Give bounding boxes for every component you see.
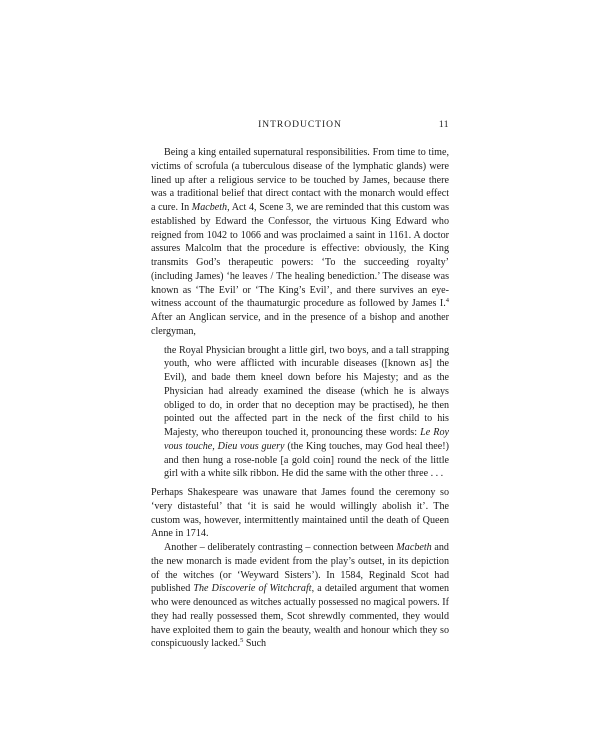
footnote-ref: 5 <box>240 637 244 645</box>
quote-italic: Le Roy vous touche, Dieu vous guery <box>164 427 449 452</box>
text-run: and the new monarch is made evident from the play’s outset, in its depiction of the witches (or ‘Weyward Sisters’). In 1584, Reginald Scot had published <box>151 542 449 595</box>
text-run: Such <box>243 638 267 650</box>
footnote-ref: 4 <box>445 297 449 305</box>
text-run: , Act 4, Scene 3, we are reminded that this custom was established by Edward the Confessor, the virtuous King Edward who reigned from 1042 to 1066 and was proclaimed a saint in 1161. A doctor assures Malcolm that the procedure is effective: obviously, the King transmits God’s therapeutic powers: ‘To the succeeding royalty’ (including James) ‘he leaves / The healing benediction.’ The disease was known as ‘The Evil’ or ‘The King’s Evil’, and there survives an eye-witness account of the thaumaturgic procedure as followed by James I. <box>151 202 449 310</box>
running-title: INTRODUCTION <box>258 120 342 130</box>
paragraph-3 <box>151 541 449 651</box>
paragraph-1 <box>151 146 449 339</box>
text-run: (the King touches, may God heal thee!) and then hung a rose-noble [a gold coin] round the neck of the little girl with a white silk ribbon. He did the same with the other three . . . <box>164 440 449 480</box>
paragraph-2: Perhaps Shakespeare was unaware that James found the ceremony so ‘very distasteful’ that ‘it is said he would willingly abolish it’. The custom was, however, intermittently maintained until the death of Queen Anne in 1714. <box>151 487 449 540</box>
page-number: 11 <box>438 120 449 130</box>
book-page <box>151 120 449 651</box>
title-italic: The Discoverie of Witchcraft <box>193 583 312 595</box>
title-italic: Macbeth <box>396 542 432 553</box>
body-text <box>151 146 449 651</box>
block-quote <box>164 344 449 482</box>
text-run: After an Anglican service, and in the presence of a bishop and another clergyman, <box>151 312 449 337</box>
title-italic: Macbeth <box>191 202 228 213</box>
running-head <box>151 120 449 134</box>
text-run: Being a king entailed supernatural responsibilities. From time to time, victims of scrofula (a tuberculous disease of the lymphatic glands) were lined up after a religious service to be touched by James, because there was a traditional belief that direct contact with the monarch would effect a cure. In <box>151 147 449 213</box>
text-run: Another – deliberately contrasting – connection between <box>164 542 397 553</box>
text-run: the Royal Physician brought a little girl, two boys, and a tall strapping youth, who were afflicted with incurable diseases ([known as] the Evil), and bade them kneel down before his Majesty; and as the Physician had already examined the disease (which he is always obliged to do, in order that no deception may be practised), he then pointed out the affected part in the neck of the first child to his Majesty, who thereupon touched it, pronouncing these words: <box>164 344 449 438</box>
text-run: , a detailed argument that women who were denounced as witches actually possessed no magical powers. If they had really possessed them, Scot shrewdly commented, they would have exploited them to gain the beauty, wealth and honour which they so conspicuously lacked. <box>151 583 449 650</box>
